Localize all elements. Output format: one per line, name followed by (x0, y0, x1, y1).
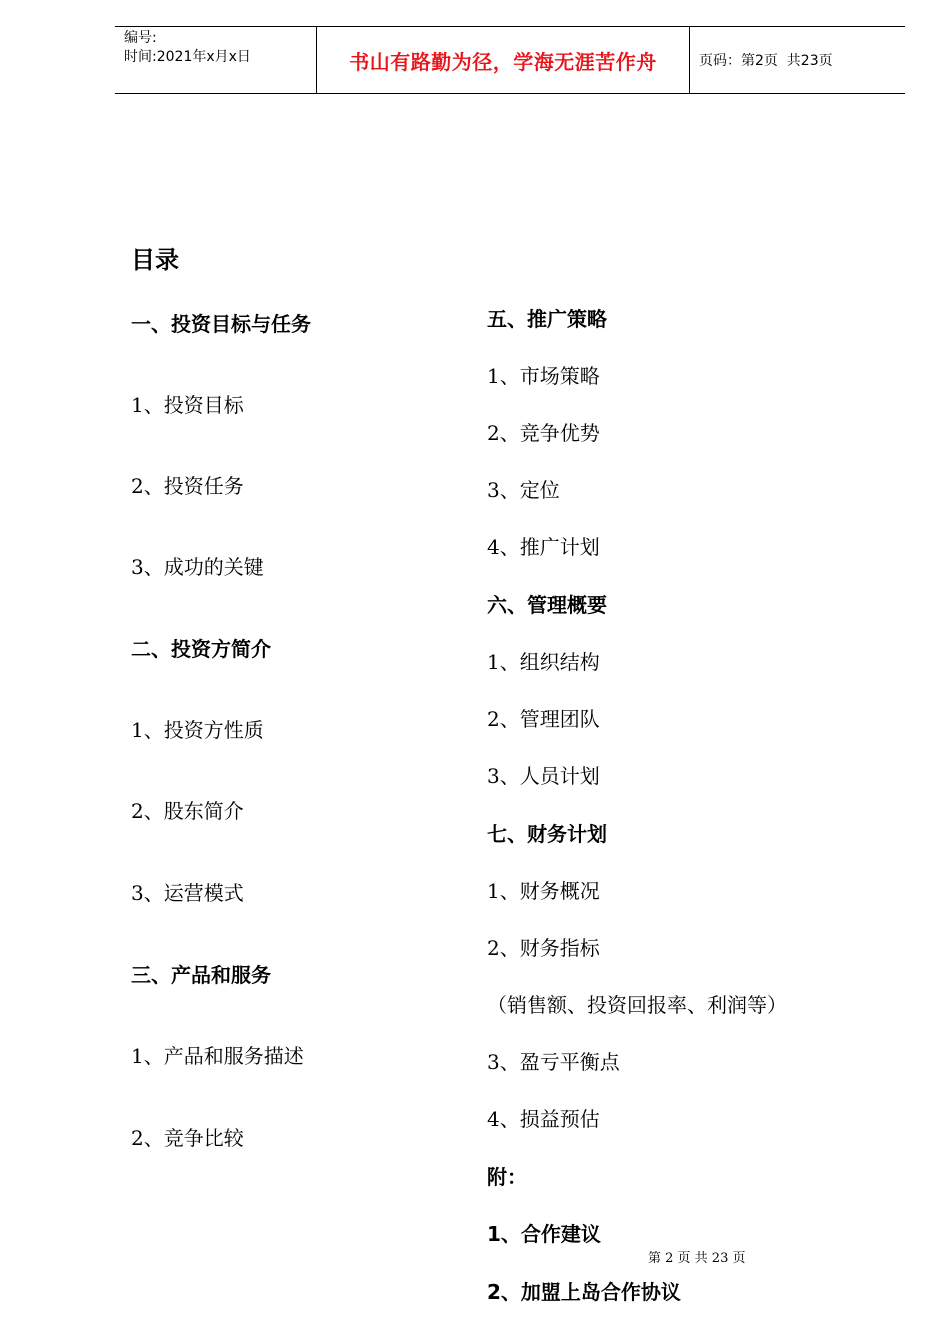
toc-item: 1、投资方性质 (131, 718, 264, 742)
toc-item: 2、竞争优势 (487, 421, 600, 445)
toc-section-heading: 1、合作建议 (487, 1222, 601, 1246)
toc-item: 1、财务概况 (487, 879, 600, 903)
header-time-label: 时间:2021年x月x日 (124, 49, 251, 65)
toc-item: 2、股东简介 (131, 799, 244, 823)
toc-item: 3、盈亏平衡点 (487, 1050, 620, 1074)
toc-section-heading: 2、加盟上岛合作协议 (487, 1280, 681, 1304)
toc-item: 3、定位 (487, 478, 560, 502)
toc-item: 1、产品和服务描述 (131, 1044, 304, 1068)
toc-section-heading: 六、管理概要 (487, 593, 607, 617)
toc-item: 2、管理团队 (487, 707, 600, 731)
header-motto: 书山有路勤为径，学海无涯苦作舟 (317, 27, 690, 93)
page-header (115, 26, 905, 94)
page-footer: 第 2 页 共 23 页 (648, 1251, 746, 1266)
header-number-label: 编号: (124, 30, 157, 46)
toc-item: 4、推广计划 (487, 535, 600, 559)
toc-item: （销售额、投资回报率、利润等） (487, 993, 787, 1017)
toc-section-heading: 五、推广策略 (487, 307, 607, 331)
toc-section-heading: 附： (487, 1165, 527, 1189)
toc-item: 3、运营模式 (131, 881, 244, 905)
toc-item: 3、人员计划 (487, 764, 600, 788)
toc-section-heading: 三、产品和服务 (131, 963, 271, 987)
toc-item: 2、竞争比较 (131, 1126, 244, 1150)
toc-item: 2、财务指标 (487, 936, 600, 960)
toc-item: 4、损益预估 (487, 1107, 600, 1131)
header-page-info: 页码：第2页 共23页 (699, 53, 833, 69)
toc-item: 3、成功的关键 (131, 555, 264, 579)
toc-item: 1、市场策略 (487, 364, 600, 388)
toc-item: 1、投资目标 (131, 393, 244, 417)
toc-section-heading: 七、财务计划 (487, 822, 607, 846)
header-meta-cell (115, 27, 317, 93)
toc-section-heading: 二、投资方简介 (131, 637, 271, 661)
toc-section-heading: 一、投资目标与任务 (131, 312, 311, 336)
toc-title: 目录 (131, 246, 179, 274)
toc-item: 2、投资任务 (131, 474, 244, 498)
toc-item: 1、组织结构 (487, 650, 600, 674)
header-page-info-cell (690, 27, 905, 93)
